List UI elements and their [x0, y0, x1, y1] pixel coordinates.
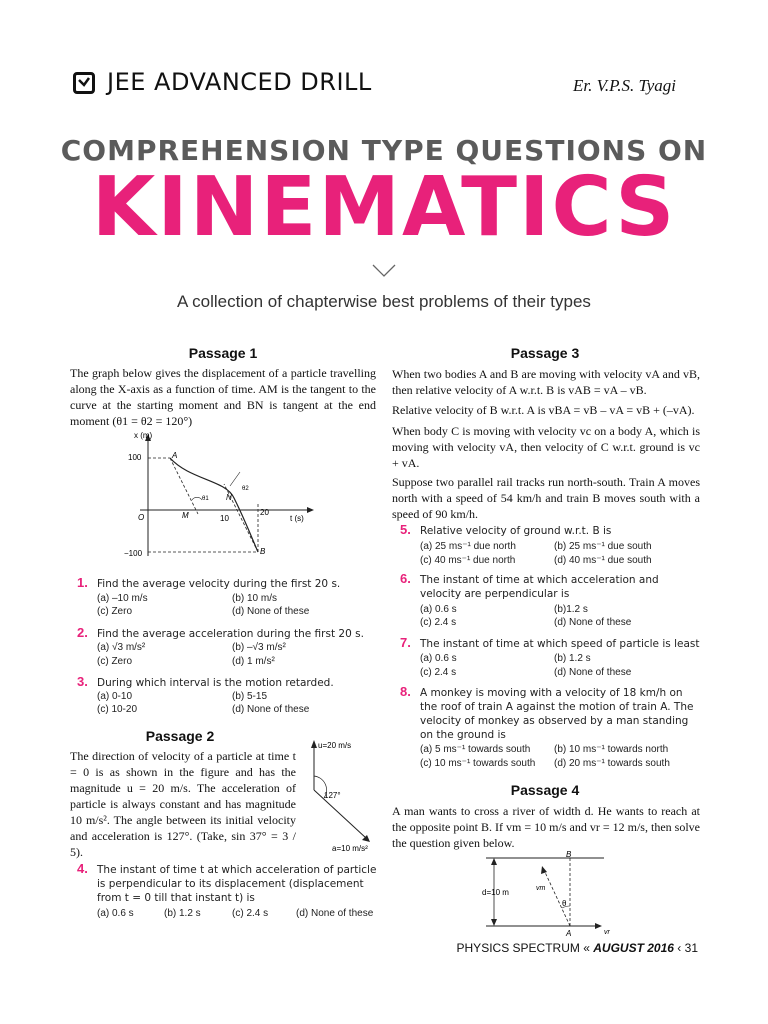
q6-text: The instant of time at which acceleration and velocity are perpendicular is: [420, 574, 659, 600]
q6-number: 6.: [400, 571, 411, 586]
tagline: A collection of chapterwise best problems of their types: [177, 292, 591, 311]
q3-option-c[interactable]: (c) 10-20: [97, 704, 138, 715]
q5-option-d[interactable]: (d) 40 ms⁻¹ due south: [554, 555, 652, 566]
q4-option-b[interactable]: (b) 1.2 s: [164, 908, 201, 919]
displacement-time-graph: [124, 428, 330, 560]
q1-option-b[interactable]: (b) 10 m/s: [232, 593, 278, 604]
q7-option-d[interactable]: (d) None of these: [554, 667, 632, 678]
q6-option-b[interactable]: (b)1.2 s: [554, 604, 588, 615]
graph-y-top: 100: [128, 453, 142, 462]
q8-text: A monkey is moving with a velocity of 18 km/h on the roof of train A against the motion of train A. The velocity of monkey as observed by a man standing on the ground is: [420, 687, 694, 741]
passage4-text: A man wants to cross a river of width d. He wants to reach at the opposite point B. If vm = 10 m/s and vr = 12 m/s, then solve the question given below.: [392, 804, 700, 850]
passage1-text: The graph below gives the displacement of a particle travelling along the X-axis as a function of time. AM is the tangent to the curve at the starting moment and BN is tangent at the end moment (θ1 = θ2 = 120°): [70, 366, 376, 428]
q8-number: 8.: [400, 684, 411, 699]
q4-option-c[interactable]: (c) 2.4 s: [232, 908, 269, 919]
passage3-para2: Relative velocity of B w.r.t. A is vBA = vB – vA = vB + (–vA).: [392, 403, 695, 417]
q7-text: The instant of time at which speed of particle is least: [420, 638, 700, 650]
fig-d-label: d=10 m: [482, 888, 509, 897]
footer-arrow: ‹: [677, 941, 682, 955]
q1-text: Find the average velocity during the first 20 s.: [97, 578, 341, 590]
q1-option-c[interactable]: (c) Zero: [97, 606, 132, 617]
chevron-down-icon: [372, 264, 396, 278]
q2-option-c[interactable]: (c) Zero: [97, 656, 132, 667]
q2-option-b[interactable]: (b) –√3 m/s²: [232, 642, 286, 653]
passage1-title: Passage 1: [188, 345, 258, 361]
q5-number: 5.: [400, 522, 411, 537]
q1-number: 1.: [77, 575, 88, 590]
q2-option-a[interactable]: (a) √3 m/s²: [97, 642, 146, 653]
graph-y-bottom: −100: [124, 549, 143, 558]
graph-origin: O: [138, 513, 145, 522]
graph-x-end: 20: [260, 508, 269, 517]
q7-option-c[interactable]: (c) 2.4 s: [420, 667, 457, 678]
q2-text: Find the average acceleration during the first 20 s.: [97, 628, 364, 640]
footer-magazine: PHYSICS SPECTRUM: [456, 941, 580, 955]
page-footer: [457, 941, 698, 955]
passage3-para4: Suppose two parallel rail tracks run north-south. Train A moves north with a speed of 54 km/h and train B moves south with a speed of 90 km/h.: [392, 475, 700, 521]
fig-vr-label: vr: [604, 929, 610, 936]
passage3-title: Passage 3: [510, 345, 580, 361]
page-title: KINEMATICS: [91, 160, 677, 255]
graph-point-a: A: [172, 451, 178, 460]
q3-number: 3.: [77, 674, 88, 689]
q6-option-c[interactable]: (c) 2.4 s: [420, 617, 457, 628]
graph-x-mid: 10: [220, 514, 229, 523]
graph-point-b: B: [260, 547, 266, 556]
q3-option-d[interactable]: (d) None of these: [232, 704, 310, 715]
velocity-acceleration-figure: [300, 736, 384, 856]
logo-icon: [73, 72, 95, 94]
q4-text: The instant of time t at which acceleration of particle is perpendicular to its displacement (displacement from t = 0 till that instant t) is: [97, 864, 377, 904]
passage2-title: Passage 2: [145, 728, 215, 744]
graph-theta2: θ2: [242, 486, 249, 492]
fig-vm-label: vm: [536, 885, 546, 892]
subtitle: COMPREHENSION TYPE QUESTIONS ON: [60, 134, 708, 167]
q8-option-c[interactable]: (c) 10 ms⁻¹ towards south: [420, 758, 536, 769]
river-crossing-figure: [478, 848, 618, 938]
fig-point-b: B: [566, 850, 572, 859]
q2-option-d[interactable]: (d) 1 m/s²: [232, 656, 275, 667]
graph-point-n: N: [226, 493, 232, 502]
q8-option-d[interactable]: (d) 20 ms⁻¹ towards south: [554, 758, 670, 769]
q8-option-a[interactable]: (a) 5 ms⁻¹ towards south: [420, 744, 531, 755]
author-name: Er. V.P.S. Tyagi: [573, 76, 676, 95]
q3-text: During which interval is the motion retarded.: [97, 677, 334, 689]
q5-text: Relative velocity of ground w.r.t. B is: [420, 525, 612, 537]
fig-a-label: a=10 m/s²: [332, 844, 368, 853]
q7-option-b[interactable]: (b) 1.2 s: [554, 653, 591, 664]
q8-option-b[interactable]: (b) 10 ms⁻¹ towards north: [554, 744, 669, 755]
q3-option-a[interactable]: (a) 0-10: [97, 691, 133, 702]
fig-angle-label: 127°: [324, 791, 341, 800]
q3-option-b[interactable]: (b) 5-15: [232, 691, 268, 702]
footer-separator: «: [583, 941, 590, 955]
q7-number: 7.: [400, 635, 411, 650]
q2-number: 2.: [77, 625, 88, 640]
q6-option-a[interactable]: (a) 0.6 s: [420, 604, 457, 615]
page-number: 31: [684, 941, 698, 955]
fig-theta-label: θ: [562, 899, 567, 908]
graph-theta1: θ1: [202, 496, 209, 502]
q4-number: 4.: [77, 861, 88, 876]
passage3-para1: When two bodies A and B are moving with velocity vA and vB, then relative velocity of A w.r.t. B is vAB = vA – vB.: [392, 367, 700, 397]
q5-option-b[interactable]: (b) 25 ms⁻¹ due south: [554, 541, 652, 552]
passage4-title: Passage 4: [510, 782, 580, 798]
q4-option-a[interactable]: (a) 0.6 s: [97, 908, 134, 919]
fig-u-label: u=20 m/s: [318, 741, 352, 750]
passage2-text: The direction of velocity of a particle at time t = 0 is as shown in the figure and has the magnitude u = 20 m/s. The acceleration of particle is always constant and has magnitude 10 m/s². The angle between its initial velocity and acceleration is 127°. (Take, sin 37° = 3 / 5).: [70, 749, 296, 859]
fig-point-a: A: [566, 929, 572, 938]
series-title: JEE ADVANCED DRILL: [107, 68, 372, 96]
q1-option-d[interactable]: (d) None of these: [232, 606, 310, 617]
q5-option-a[interactable]: (a) 25 ms⁻¹ due north: [420, 541, 516, 552]
q1-option-a[interactable]: (a) –10 m/s: [97, 593, 148, 604]
q5-option-c[interactable]: (c) 40 ms⁻¹ due north: [420, 555, 516, 566]
graph-xlabel: t (s): [290, 514, 304, 523]
q7-option-a[interactable]: (a) 0.6 s: [420, 653, 457, 664]
graph-point-m: M: [182, 511, 189, 520]
q6-option-d[interactable]: (d) None of these: [554, 617, 632, 628]
graph-ylabel: x (m): [134, 431, 153, 440]
q4-option-d[interactable]: (d) None of these: [296, 908, 374, 919]
passage3-para3: When body C is moving with velocity vc on a body A, which is moving with velocity vA, then velocity of C w.r.t. ground is vc + vA.: [392, 424, 700, 470]
footer-issue: AUGUST 2016: [593, 941, 674, 955]
